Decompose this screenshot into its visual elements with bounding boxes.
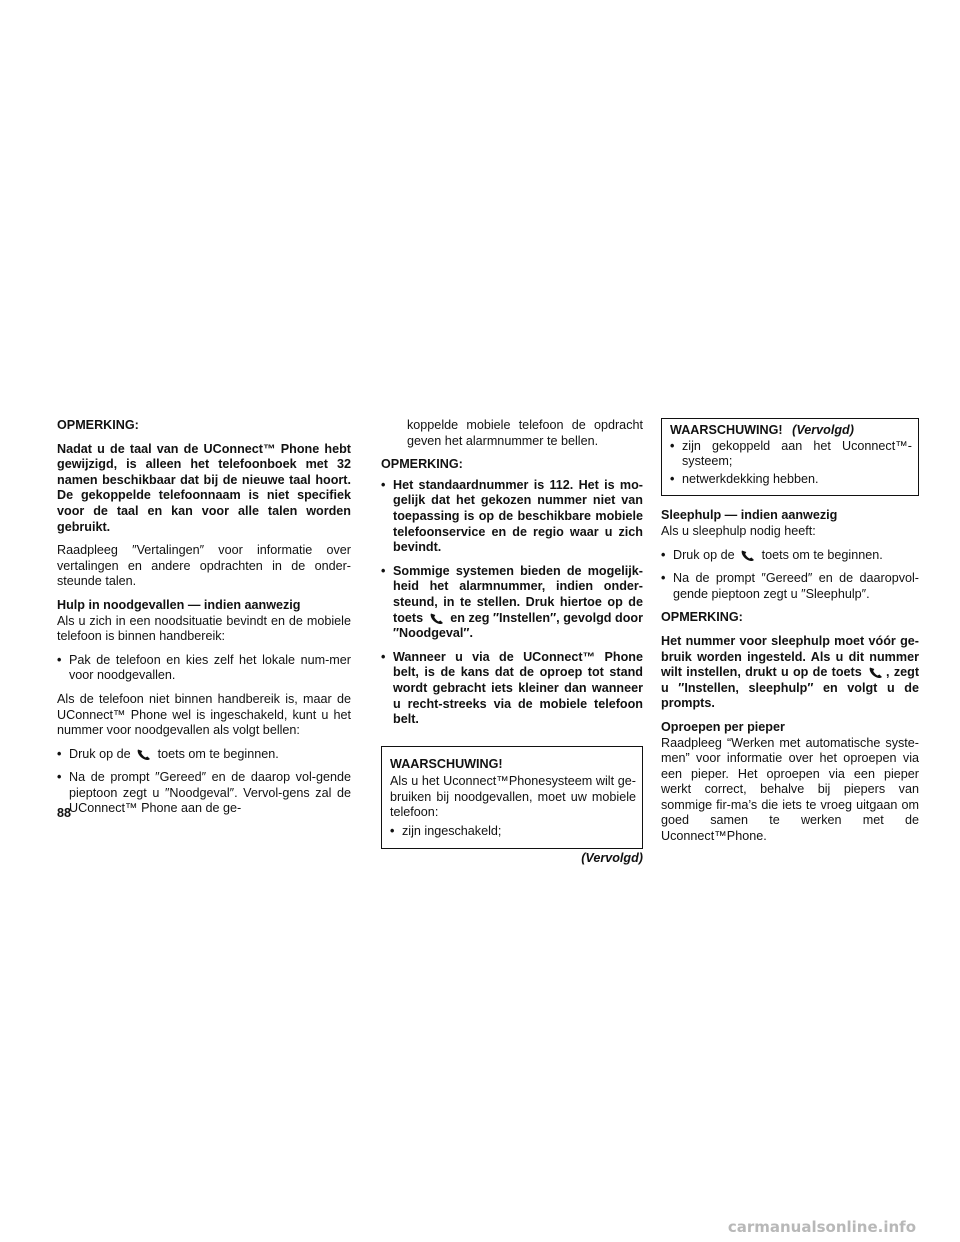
note-heading: OPMERKING: <box>661 610 743 625</box>
bullet: • <box>381 477 386 492</box>
warning-continued-label: (Vervolgd) <box>792 423 854 437</box>
column-middle <box>381 418 643 866</box>
bullet: • <box>57 652 62 667</box>
note-body: Het nummer voor sleephulp moet vóór ge-bruik worden ingesteld. Als u dit nummer wilt instellen, drukt u op de toets <box>661 633 919 680</box>
list-item <box>57 653 351 684</box>
list-item <box>661 548 919 564</box>
list-item-text: Pak de telefoon en kies zelf het lokale num-mer voor noodgevallen. <box>69 652 351 683</box>
bullet: • <box>381 563 386 578</box>
bullet: • <box>381 649 386 664</box>
list-item <box>57 770 351 817</box>
column-left <box>57 418 351 825</box>
section-heading-emergency: Hulp in noodgevallen — indien aanwezig <box>57 597 301 612</box>
note-body: Nadat u de taal van de UConnect™ Phone hebt gewijzigd, is alleen het telefoonboek met 32 namen beschikbaar dat bij de nieuwe taal hoort. De gekoppelde telefoonnaam is niet specifiek voor de taal en kan voor alle talen worden gebruikt. <box>57 441 351 534</box>
phone-icon <box>868 666 884 679</box>
list-item-text: Na de prompt ″Gereed″ en de daaropvol-gende pieptoon zegt u ″Sleephulp″. <box>673 571 919 601</box>
note-heading: OPMERKING: <box>57 418 139 432</box>
list-item-text: en zeg ″Instellen″, gevolgd door ″Noodgeval″. <box>393 610 644 641</box>
paragraph-translations: Raadpleeg ″Vertalingen″ voor informatie over vertalingen en andere opdrachten in de onder-steunde talen. <box>57 543 351 589</box>
section-heading-towing: Sleephulp — indien aanwezig <box>661 508 838 523</box>
list-item-text: Sommige systemen bieden de mogelijk-heid het alarmnummer, indien onder-steund, in te stellen. Druk hiertoe op de toets <box>393 563 643 625</box>
list-item-text: toets om te beginnen. <box>761 547 883 562</box>
list-item-text: Druk op de <box>69 746 131 761</box>
section-intro-emergency: Als u zich in een noodsituatie bevindt en de mobiele telefoon is binnen handbereik: <box>57 613 351 644</box>
bullet: • <box>670 471 675 486</box>
footer-watermark: carmanualsonline.info <box>727 1218 916 1236</box>
bullet: • <box>670 438 675 453</box>
warning-body: Als u het Uconnect™Phonesysteem wilt ge-bruiken bij noodgevallen, moet uw mobiele telefoon: <box>390 774 636 820</box>
warning-box-continued <box>661 418 919 496</box>
note-body: , zegt u ″Instellen, sleephulp″ en volgt u de prompts. <box>661 665 920 711</box>
list-item <box>390 824 636 840</box>
bullet: • <box>661 547 666 562</box>
section-body-pager: Raadpleeg “Werken met automatische syste-men” voor informatie over het oproepen via een pieper. Het oproepen via een pieper werkt correct, behalve bij piepers van sommige fir-ma’s die iets te vroeg uitgaan om goed samen te werken met de Uconnect™Phone. <box>661 735 919 844</box>
list-item <box>381 650 643 728</box>
list-item-text: toets om te beginnen. <box>157 746 279 761</box>
bullet: • <box>57 746 62 761</box>
list-item <box>381 478 643 556</box>
note-heading: OPMERKING: <box>381 457 463 472</box>
list-item <box>670 439 912 470</box>
list-item <box>670 472 912 488</box>
list-item-text: Het standaardnummer is 112. Het is mo-gelijk dat het gekozen nummer niet van toepassing is op de beschikbare mobiele telefoonservice en de regio waar u zich bevindt. <box>393 477 643 555</box>
list-item-text: Wanneer u via de UConnect™ Phone belt, is de kans dat de oproep tot stand wordt gebracht iets kleiner dan wanneer u recht-streeks via de mobiele telefoon belt. <box>393 649 643 727</box>
paragraph-out-of-reach: Als de telefoon niet binnen handbereik is, maar de UConnect™ Phone wel is ingeschakeld, kunt u het nummer voor noodgevallen als volgt bellen: <box>57 691 351 738</box>
warning-title: WAARSCHUWING! <box>390 756 503 771</box>
list-item-text: zijn ingeschakeld; <box>402 824 502 839</box>
section-heading-pager: Oproepen per pieper <box>661 719 785 734</box>
page-number: 88 <box>57 806 72 820</box>
list-item-text: netwerkdekking hebben. <box>682 471 819 486</box>
list-item <box>57 747 351 763</box>
bullet: • <box>57 770 62 785</box>
warning-box <box>381 746 643 849</box>
list-item <box>381 564 643 642</box>
list-item-text: Druk op de <box>673 547 735 562</box>
list-item-text: Na de prompt ″Gereed″ en de daarop vol-gende pieptoon zegt u ″Noodgeval″. Vervol-gens zal de UConnect™ Phone aan de ge- <box>69 770 351 816</box>
column-right <box>661 418 919 853</box>
bullet: • <box>390 824 395 839</box>
list-item <box>661 571 919 602</box>
phone-icon <box>136 748 152 761</box>
phone-icon <box>429 612 445 625</box>
section-intro-towing: Als u sleephulp nodig heeft: <box>661 523 816 538</box>
warning-title: WAARSCHUWING! <box>670 423 783 437</box>
bullet: • <box>661 571 666 586</box>
continued-label: (Vervolgd) <box>581 850 643 865</box>
phone-icon <box>740 549 756 562</box>
continued-text: koppelde mobiele telefoon de opdracht geven het alarmnummer te bellen. <box>407 418 643 448</box>
list-item-text: zijn gekoppeld aan het Uconnect™-systeem; <box>682 438 912 469</box>
